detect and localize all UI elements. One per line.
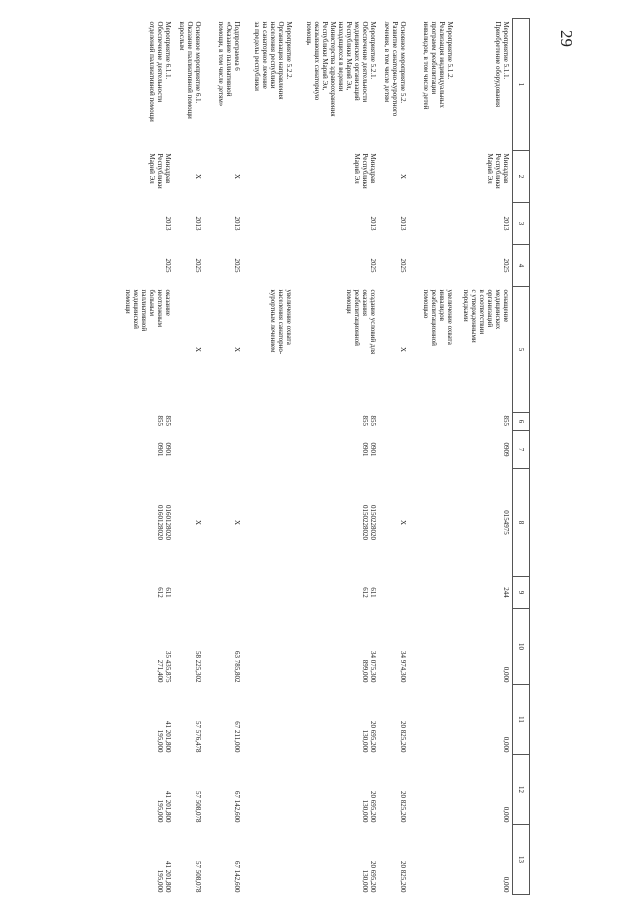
expected-result: оснащение медицинских организаций в соответствии с утвержденными порядками [462,289,510,343]
column-number: 10 [513,609,530,685]
amount-col-13: 57 508,078 [194,861,203,893]
page-number: 29 [557,30,576,47]
column-number: 9 [513,577,530,609]
section-code [174,431,204,469]
amount-col-13: 41 201,800 195,000 [156,861,173,893]
amount-col-11: 20 695,200 130,000 [360,721,377,753]
amount-col-11: 67 211,000 [232,721,241,753]
grbs-code [204,413,243,431]
expense-type-code [204,577,243,609]
amount-col-13 [243,825,295,895]
expected-result: X [398,346,407,353]
grbs-code [174,413,204,431]
end-year [409,245,456,287]
activity-name: Мероприятие 5.2.1. Обеспечение деятельности медицинских организаций Республики Марий Эл, находящихся в ведении Министерства здравоохранения Республики Марий Эл, оказывающих санаторную помощь [304,21,377,117]
amount-col-10: 34 075,300 899,000 [360,651,377,683]
amount-col-12: 20 695,200 130,000 [360,791,377,823]
column-number: 1 [513,19,530,151]
start-year [409,203,456,245]
table-row [409,19,456,895]
target-article-code: 0150228020 0150228020 [360,505,377,540]
column-number: 4 [513,245,530,287]
budget-table [118,18,530,895]
expected-result: X [194,346,203,353]
executor: X [398,173,407,180]
target-article-code: X [398,519,407,526]
section-code: 0901 0901 [156,442,173,457]
section-code: 0909 [502,442,510,457]
column-number: 2 [513,151,530,203]
executor [409,151,456,203]
amount-col-12: 0,000 [502,806,510,823]
start-year: 2013 [232,216,241,231]
executor: Минздрав Республики Марий Эл [352,153,377,189]
end-year [243,245,295,287]
executor: Минздрав Республики Марий Эл [486,153,510,189]
start-year: 2013 [368,216,377,231]
expense-type-code [243,577,295,609]
amount-col-12: 67 142,600 [232,791,241,823]
column-number: 8 [513,469,530,577]
start-year: 2013 [164,216,173,231]
amount-col-11: 57 576,478 [194,721,203,753]
column-number: 13 [513,825,530,895]
amount-col-11: 20 825,200 [398,721,407,753]
amount-col-10: 0,000 [502,666,510,683]
executor: Минздрав Республики Марий Эл [148,153,173,189]
column-number: 5 [513,287,530,413]
table-row [243,19,295,895]
section-code: 0901 0901 [360,442,377,457]
grbs-code: 855 [502,415,510,426]
target-article-code: 0160128020 0160128020 [156,505,173,540]
amount-col-11: 0,000 [502,736,510,753]
activity-name: Основное мероприятие 6.1. Оказание паллиативной помощи взрослым [178,21,203,119]
expense-type-code: 611 612 [360,587,377,598]
amount-col-12: 41 201,800 195,000 [156,791,173,823]
grbs-code: 855 855 [156,415,173,426]
amount-col-11 [409,685,456,755]
amount-col-12: 20 825,200 [398,791,407,823]
amount-col-10: 35 435,875 271,400 [156,651,173,683]
table-row [174,19,204,895]
activity-name: Мероприятие 6.1.1. Обеспечение деятельности отделений паллиативной помощи [148,21,173,122]
start-year [243,203,295,245]
column-number: 12 [513,755,530,825]
table-row [456,19,513,895]
expected-result: оказание неотложным больным паллиативной медицинской помощи [124,289,173,332]
amount-col-11: 41 201,800 195,000 [156,721,173,753]
table-row [118,19,174,895]
column-number: 7 [513,431,530,469]
expense-type-code [409,577,456,609]
amount-col-12 [409,755,456,825]
activity-name: Мероприятие 5.1.2. Реализация индивидуальных программ реабилитации инвалидов, в том числе детей [422,21,454,110]
end-year: 2025 [194,258,203,273]
column-number: 3 [513,203,530,245]
section-code [379,431,409,469]
amount-col-10: 34 974,300 [398,651,407,683]
expense-type-code: 611 612 [156,587,173,598]
executor: X [232,173,241,180]
column-number-row [513,19,530,895]
rotated-table-wrapper [118,18,530,894]
amount-col-10 [243,609,295,685]
amount-col-13: 20 825,200 [398,861,407,893]
end-year: 2025 [502,258,510,273]
section-code [243,431,295,469]
grbs-code [409,413,456,431]
amount-col-12: 57 508,078 [194,791,203,823]
activity-name: Подпрограмма 6 «Оказание паллиативной помощи, в том числе детям» [216,21,241,107]
end-year: 2025 [368,258,377,273]
table-row [379,19,409,895]
executor [243,151,295,203]
table-row [204,19,243,895]
start-year: 2013 [502,216,510,231]
end-year: 2025 [232,258,241,273]
activity-name: Мероприятие 5.2.2. Организация направления населения республики на санаторное лечение за пределы республики [252,21,293,100]
target-article-code: 0154975 [502,510,510,535]
section-code [409,431,456,469]
column-number: 11 [513,685,530,755]
target-article-code: X [232,519,241,526]
table-row [295,19,379,895]
start-year: 2013 [398,216,407,231]
grbs-code: 855 855 [360,415,377,426]
grbs-code [243,413,295,431]
expected-result: увеличение охвата инвалидов реабилитационной помощью [422,289,454,346]
start-year: 2013 [194,216,203,231]
target-article-code [243,469,295,577]
grbs-code [379,413,409,431]
amount-col-11 [243,685,295,755]
target-article-code: X [194,519,203,526]
expected-result: X [232,346,241,353]
amount-col-10 [409,609,456,685]
end-year: 2025 [398,258,407,273]
amount-col-10: 63 785,802 [232,651,241,683]
section-code [204,431,243,469]
expense-type-code: 244 [502,587,510,598]
amount-col-10: 58 225,302 [194,651,203,683]
amount-col-13: 67 142,600 [232,861,241,893]
expense-type-code [379,577,409,609]
end-year: 2025 [164,258,173,273]
amount-col-12 [243,755,295,825]
executor: X [194,173,203,180]
column-number: 6 [513,413,530,431]
activity-name: Мероприятие 5.1.1. Приобретение оборудования [494,21,510,108]
expense-type-code [174,577,204,609]
activity-name: Основное мероприятие 5.2. Развитие санаторно-курортного лечения, в том числе детям [382,21,407,117]
amount-col-13: 20 695,200 130,000 [360,861,377,893]
amount-col-13 [409,825,456,895]
expected-result: создание условий для оказания реабилитационной помощи [344,289,377,355]
target-article-code [409,469,456,577]
amount-col-13: 0,000 [502,876,510,893]
expected-result: увеличение охвата населения санаторно- курортным лечением [268,289,293,355]
